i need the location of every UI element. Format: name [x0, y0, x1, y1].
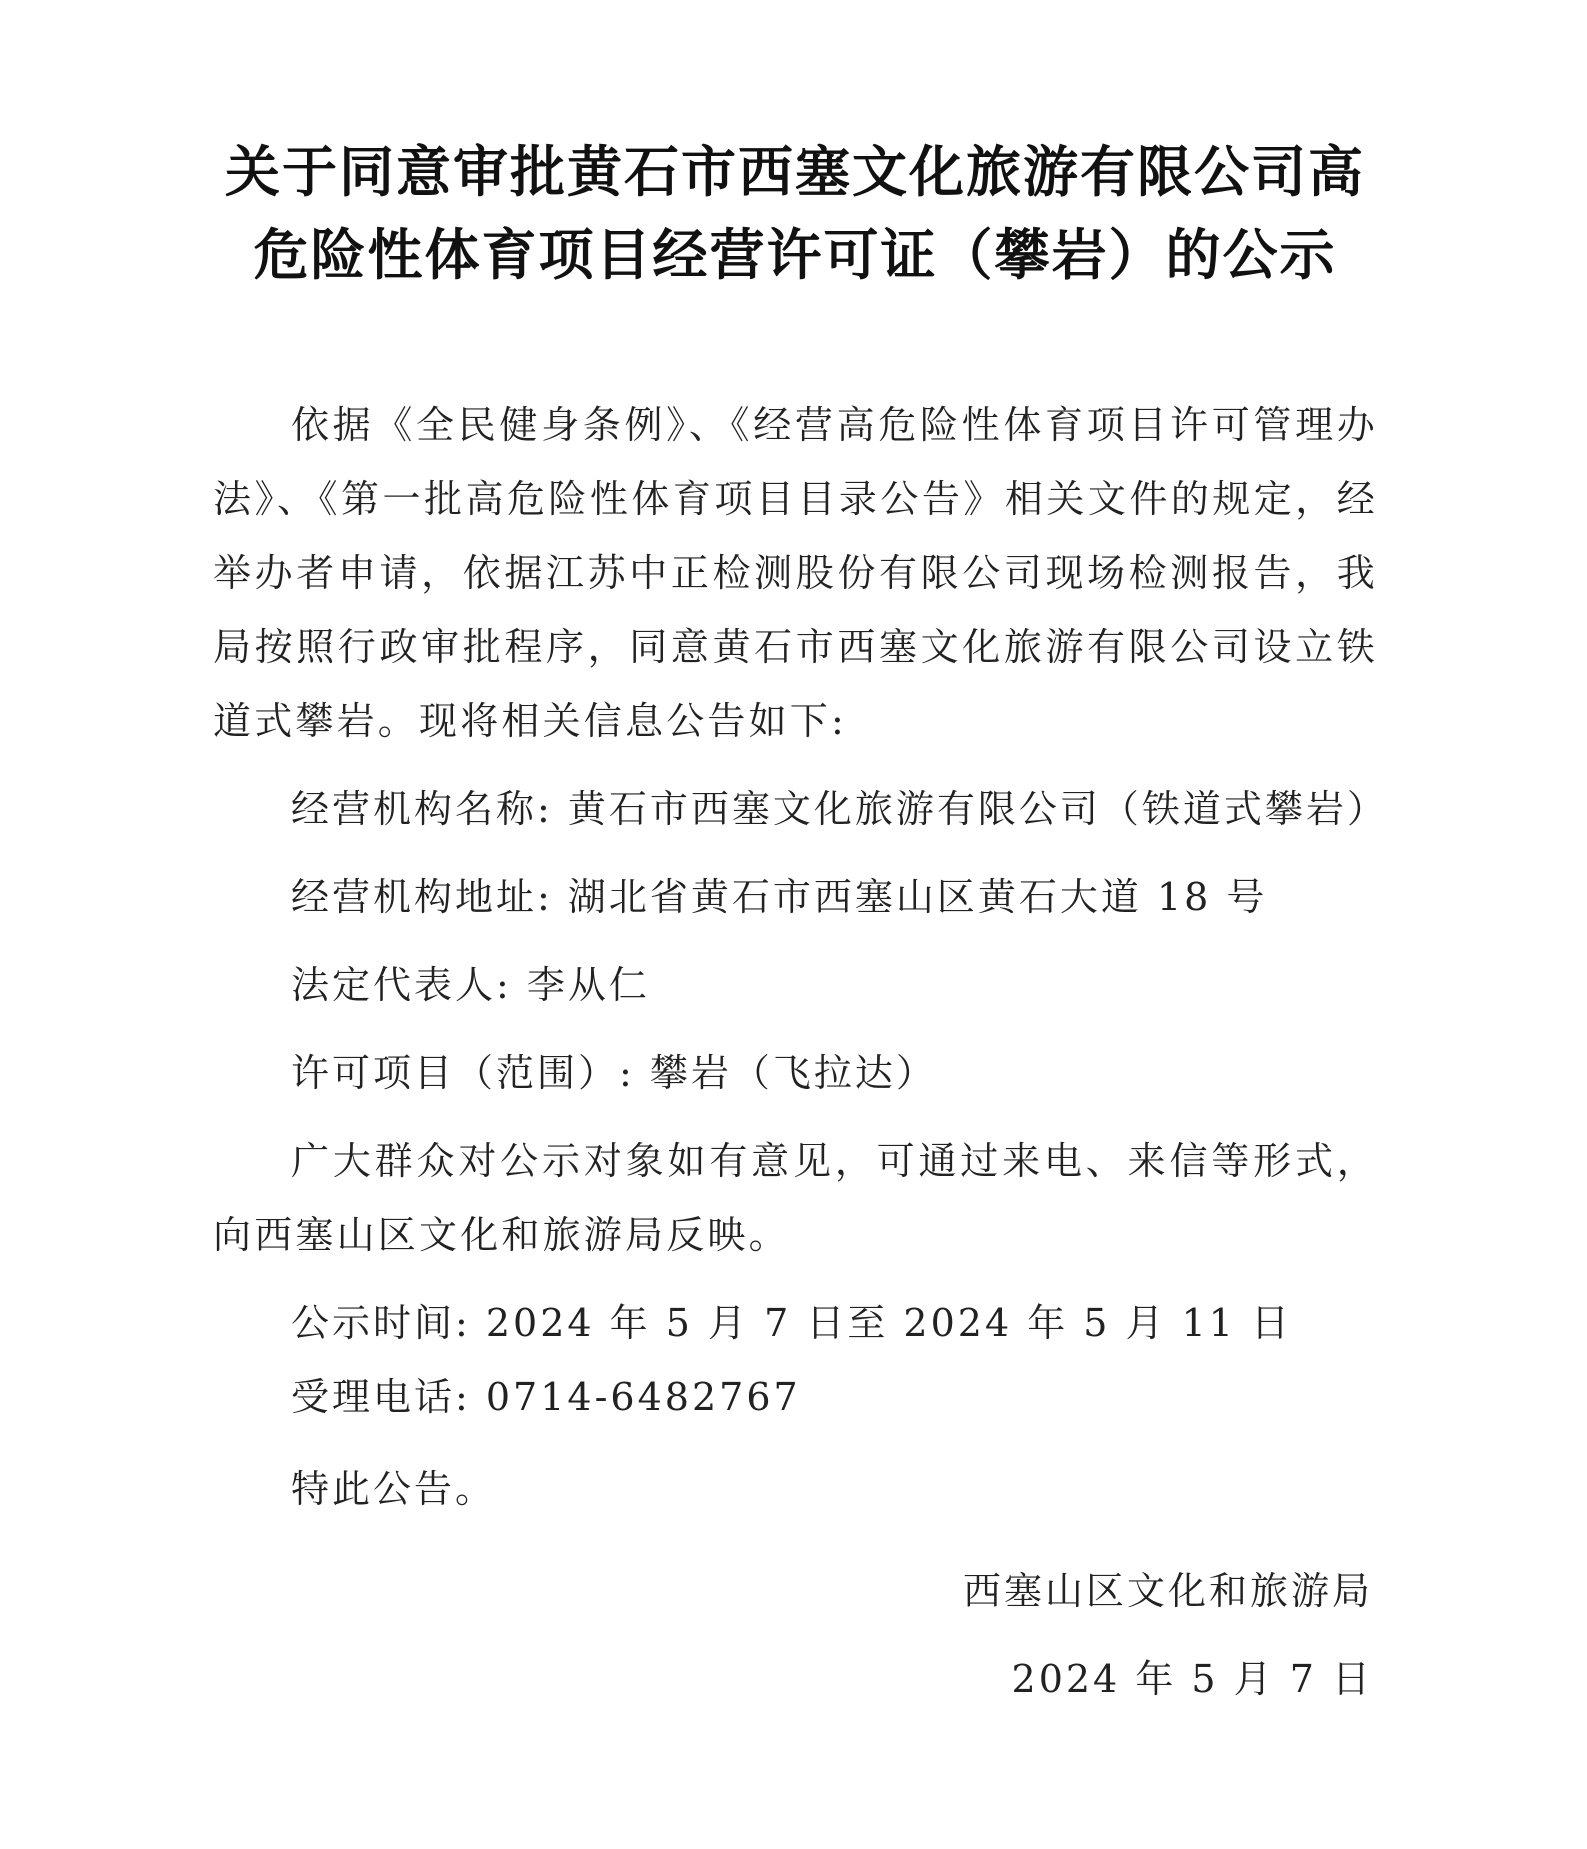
title-line-2: 危险性体育项目经营许可证（攀岩）的公示 [253, 222, 1337, 287]
title-line-1: 关于同意审批黄石市西塞文化旅游有限公司高 [224, 139, 1365, 204]
closing-line: 特此公告。 [291, 1467, 497, 1511]
org-address-line: 经营机构地址: 湖北省黄石市西塞山区黄石大道 18 号 [291, 875, 1268, 919]
document-title [200, 130, 1390, 296]
intro-paragraph: 依据《全民健身条例》、《经营高危险性体育项目许可管理办法》、《第一批高危险性体育项目目录公告》相关文件的规定，经举办者申请，依据江苏中正检测股份有限公司现场检测报告，我局按照行政审批程序，同意黄石市西塞文化旅游有限公司设立铁道式攀岩。现将相关信息公告如下: [213, 403, 1378, 743]
phone-line: 受理电话: 0714-6482767 [291, 1375, 801, 1419]
license-scope-line: 许可项目（范围）: 攀岩（飞拉达） [291, 1051, 937, 1095]
notice-period-line: 公示时间: 2024 年 5 月 7 日至 2024 年 5 月 11 日 [291, 1301, 1293, 1345]
document-body [213, 388, 1388, 1526]
feedback-paragraph: 广大群众对公示对象如有意见，可通过来电、来信等形式，向西塞山区文化和旅游局反映。 [213, 1139, 1378, 1257]
issue-date: 2024 年 5 月 7 日 [1011, 1657, 1373, 1701]
legal-representative-line: 法定代表人: 李从仁 [291, 963, 650, 1007]
issuing-organization: 西塞山区文化和旅游局 [962, 1569, 1373, 1613]
org-name-line: 经营机构名称: 黄石市西塞文化旅游有限公司（铁道式攀岩） [291, 787, 1388, 831]
